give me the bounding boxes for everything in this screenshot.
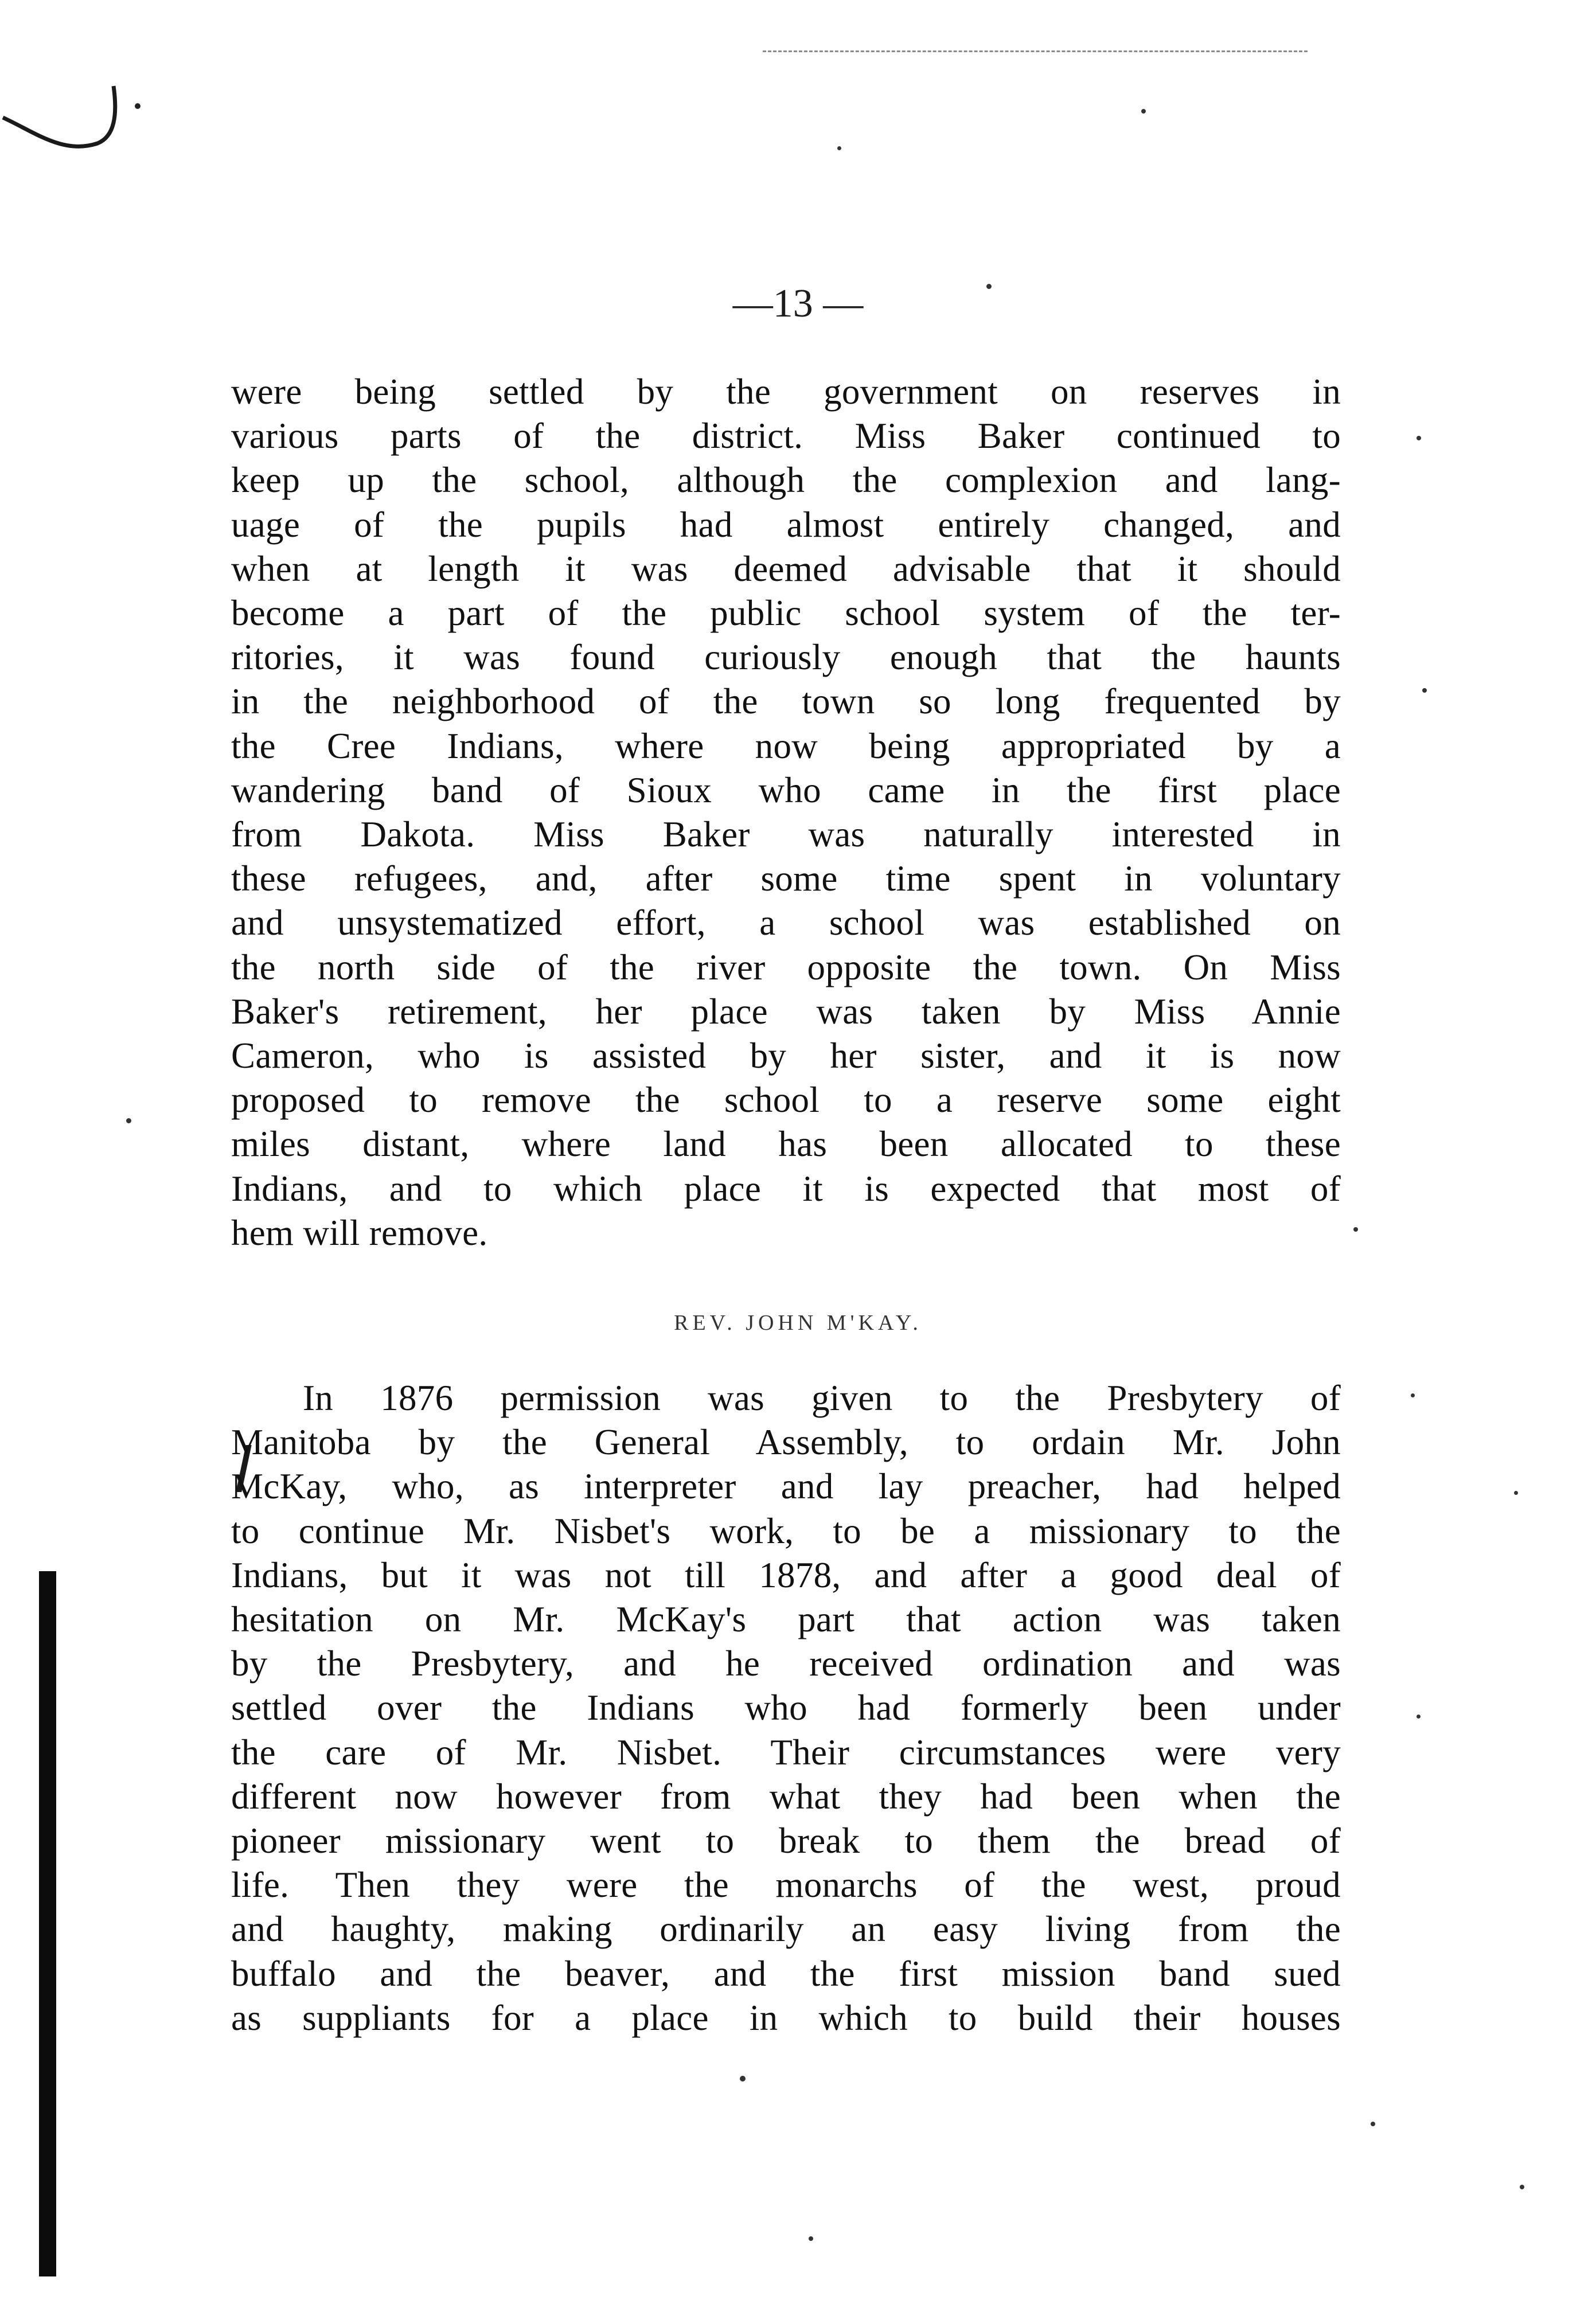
scan-speck (1422, 688, 1427, 693)
text-line: miles distant, where land has been allocated to these (231, 1124, 1341, 1165)
text-line: hesitation on Mr. McKay's part that action was taken (231, 1599, 1341, 1640)
text-line: Baker's retirement, her place was taken by Miss Annie (231, 991, 1341, 1032)
text-line: when at length it was deemed advisable that it should (231, 548, 1341, 589)
scan-speck (1353, 1227, 1358, 1232)
text-line: the north side of the river opposite the town. On Miss (231, 947, 1341, 987)
scan-speck (1520, 2185, 1524, 2189)
text-line: by the Presbytery, and he received ordination and was (231, 1643, 1341, 1684)
text-line: wandering band of Sioux who came in the first place (231, 770, 1341, 810)
text-line: in the neighborhood of the town so long frequented by (231, 681, 1341, 722)
text-line: Cameron, who is assisted by her sister, and it is now (231, 1036, 1341, 1076)
scan-speck (126, 1118, 131, 1123)
text-line: hem will remove. (231, 1212, 488, 1253)
scan-speck (1514, 1491, 1518, 1495)
text-line: different now however from what they had been when the (231, 1776, 1341, 1817)
scan-speck (1141, 109, 1146, 114)
text-line: become a part of the public school system of the ter- (231, 593, 1341, 634)
text-line: McKay, who, as interpreter and lay preacher, had helped (231, 1466, 1341, 1507)
text-line: Indians, but it was not till 1878, and after a good deal of (231, 1555, 1341, 1595)
text-line: and haughty, making ordinarily an easy living from the (231, 1909, 1341, 1950)
text-line: pioneer missionary went to break to them the bread of (231, 1821, 1341, 1861)
text-line: Manitoba by the General Assembly, to ordain Mr. John (231, 1422, 1341, 1463)
text-line: proposed to remove the school to a reserve some eight (231, 1080, 1341, 1120)
scan-speck (1417, 1715, 1421, 1719)
text-line: and unsystematized effort, a school was established on (231, 903, 1341, 943)
scan-dash-line (763, 50, 1308, 52)
text-line: buffalo and the beaver, and the first mission band sued (231, 1953, 1341, 1994)
text-line: In 1876 permission was given to the Presbytery of (303, 1378, 1341, 1418)
scan-speck (740, 2076, 746, 2082)
text-line: from Dakota. Miss Baker was naturally interested in (231, 814, 1341, 855)
scan-edge-bar (39, 1571, 56, 2276)
scan-speck (1417, 436, 1421, 440)
text-line: Indians, and to which place it is expected that most of (231, 1168, 1341, 1209)
scan-speck (837, 146, 841, 150)
scan-curl-mark (0, 63, 149, 166)
paragraph-1 (231, 370, 1341, 1255)
text-line: the care of Mr. Nisbet. Their circumstances were very (231, 1732, 1341, 1772)
paragraph-2 (231, 1376, 1341, 2040)
scan-speck (1411, 1393, 1415, 1397)
text-line: life. Then they were the monarchs of the west, proud (231, 1865, 1341, 1905)
section-heading: REV. JOHN M'KAY. (674, 1311, 922, 1335)
text-line: as suppliants for a place in which to build their houses (231, 1997, 1341, 2038)
text-line: uage of the pupils had almost entirely changed, and (231, 504, 1341, 545)
scan-speck (809, 2236, 813, 2241)
page-number: —13 — (732, 282, 864, 326)
text-line: ritories, it was found curiously enough that the haunts (231, 637, 1341, 678)
text-line: were being settled by the government on reserves in (231, 372, 1341, 412)
text-line: various parts of the district. Miss Baker continued to (231, 416, 1341, 456)
text-line: settled over the Indians who had formerly been under (231, 1688, 1341, 1728)
text-line: to continue Mr. Nisbet's work, to be a missionary to the (231, 1510, 1341, 1551)
text-line: these refugees, and, after some time spent in voluntary (231, 858, 1341, 899)
text-line: the Cree Indians, where now being appropriated by a (231, 725, 1341, 766)
scan-speck (1371, 2122, 1375, 2126)
text-line: keep up the school, although the complexion and lang- (231, 460, 1341, 501)
